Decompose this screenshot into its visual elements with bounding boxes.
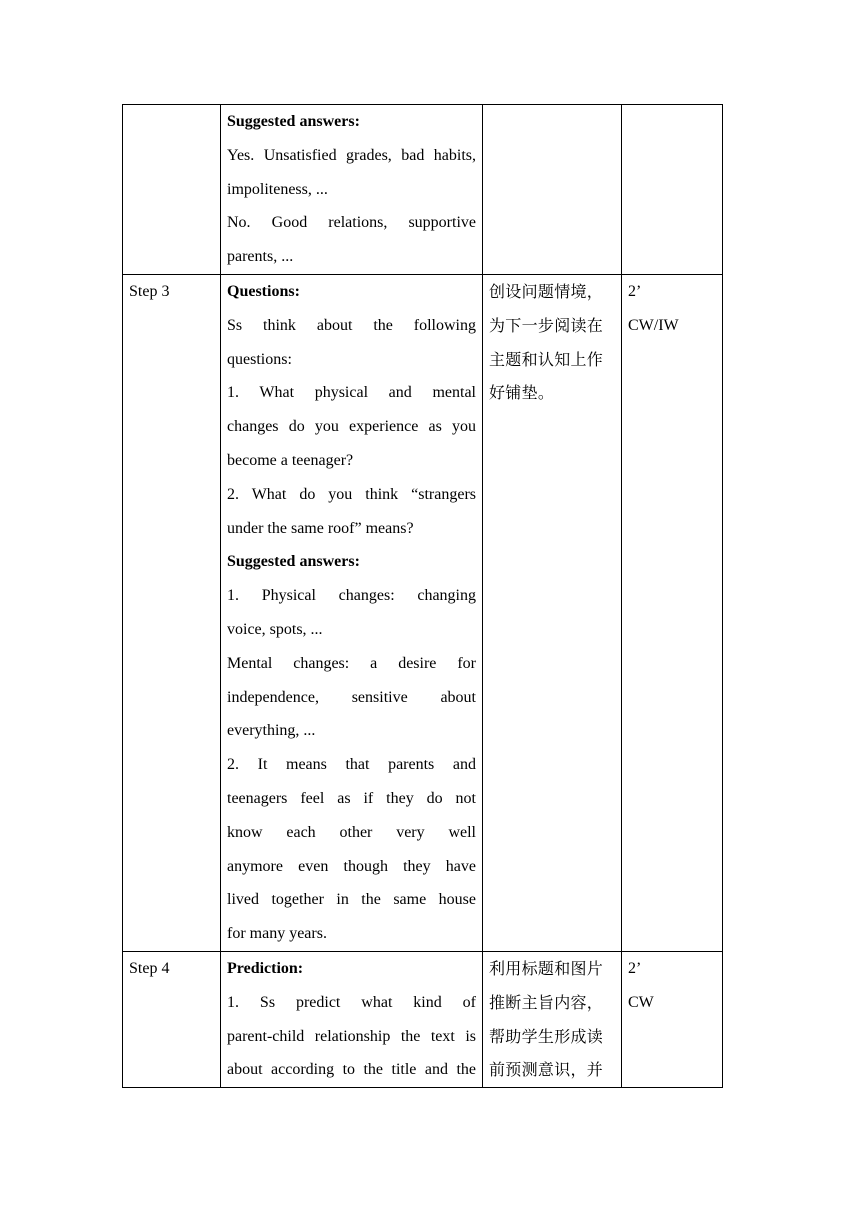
text-line: 主题和认知上作: [489, 349, 604, 369]
content-line: parents, ...: [227, 248, 294, 266]
content-line: know each other very well: [227, 823, 476, 841]
table-row: [123, 952, 723, 1088]
section-heading: Suggested answers:: [227, 553, 360, 571]
table-row: [123, 105, 723, 275]
content-cell: [221, 105, 483, 275]
content-line: everything, ...: [227, 722, 316, 740]
content-line: independence, sensitive about: [227, 688, 476, 706]
step-cell: [123, 105, 221, 275]
text-line: 为下一步阅读在: [489, 315, 604, 335]
content-line: 1. What physical and mental: [227, 384, 476, 402]
time-form-cell: [622, 952, 723, 1088]
text-line: 创设问题情境，: [489, 282, 604, 301]
content-line: questions:: [227, 350, 292, 368]
content-line: No. Good relations, supportive: [227, 214, 476, 232]
table-row: [123, 275, 723, 952]
content-line: impoliteness, ...: [227, 180, 328, 198]
step-label: Step 4: [129, 960, 170, 977]
content-line: become a teenager?: [227, 451, 354, 469]
section-heading: Prediction:: [227, 960, 304, 977]
content-line: changes do you experience as you: [227, 418, 476, 436]
content-line: voice, spots, ...: [227, 620, 323, 638]
text-line: 利用标题和图片: [489, 959, 604, 978]
text-line: CW: [628, 993, 654, 1011]
text-line: 前预测意识，并: [489, 1060, 604, 1080]
content-line: 2. What do you think “strangers: [227, 485, 476, 503]
purpose-cell: [483, 275, 622, 952]
content-line: about according to the title and the: [227, 1061, 476, 1079]
purpose-cell: [483, 952, 622, 1088]
content-line: parent-child relationship the text is: [227, 1027, 476, 1045]
content-line: for many years.: [227, 925, 327, 943]
content-line: teenagers feel as if they do not: [227, 789, 476, 807]
content-line: anymore even though they have: [227, 857, 476, 875]
content-line: 1. Physical changes: changing: [227, 587, 476, 605]
purpose-cell: [483, 105, 622, 275]
text-line: 2’: [628, 283, 642, 300]
text-line: 推断主旨内容，: [489, 992, 604, 1012]
content-line: under the same roof” means?: [227, 519, 414, 537]
text-line: CW/IW: [628, 316, 679, 334]
text-line: 帮助学生形成读: [489, 1026, 604, 1046]
lesson-plan-table: [122, 104, 723, 1088]
content-line: 1. Ss predict what kind of: [227, 993, 476, 1011]
text-line: 好铺垫。: [489, 383, 555, 403]
content-line: Ss think about the following: [227, 316, 476, 334]
content-line: 2. It means that parents and: [227, 756, 476, 774]
content-line: Yes. Unsatisfied grades, bad habits,: [227, 146, 476, 164]
time-form-cell: [622, 105, 723, 275]
section-heading: Suggested answers:: [227, 113, 360, 130]
step-cell: [123, 275, 221, 952]
content-line: Mental changes: a desire for: [227, 654, 476, 672]
section-heading: Questions:: [227, 283, 300, 300]
step-label: Step 3: [129, 283, 170, 300]
content-line: lived together in the same house: [227, 891, 476, 909]
content-cell: [221, 275, 483, 952]
text-line: 2’: [628, 960, 642, 977]
step-cell: [123, 952, 221, 1088]
content-cell: [221, 952, 483, 1088]
time-form-cell: [622, 275, 723, 952]
